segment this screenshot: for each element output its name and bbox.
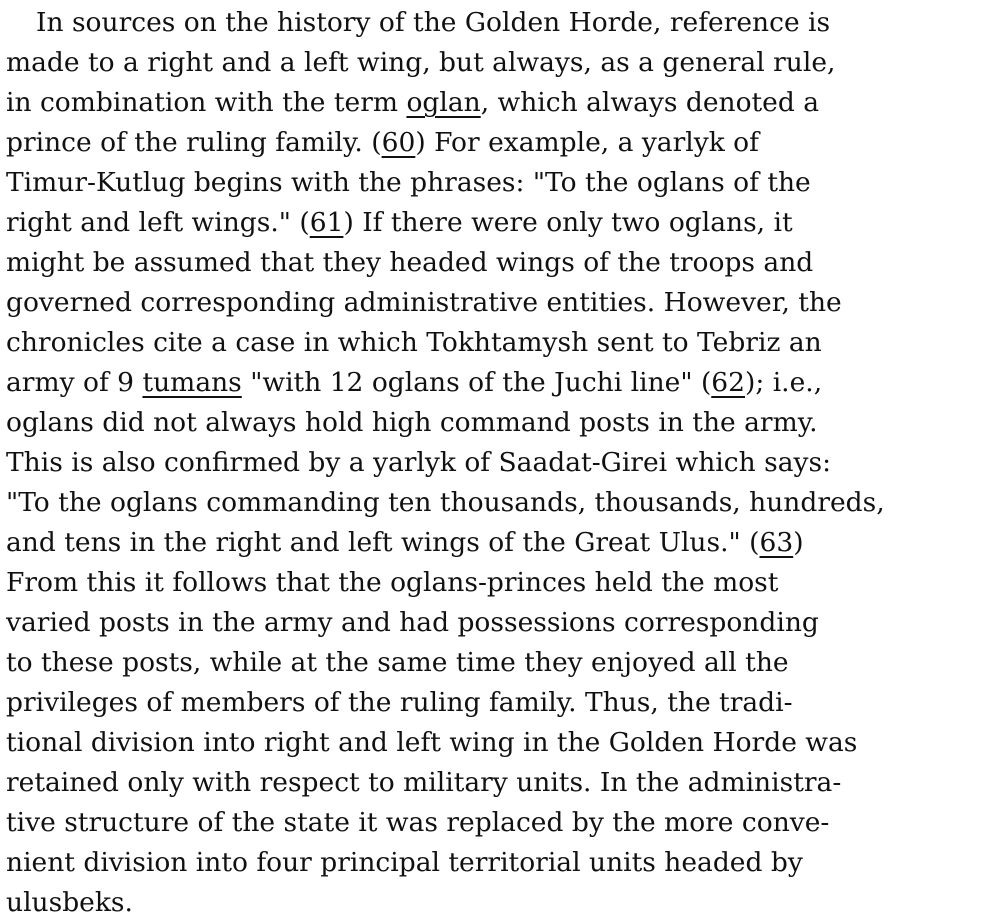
underlined-term: 61: [309, 207, 344, 238]
text-line: "To the oglans commanding ten thousands, thousands, hundreds,: [6, 487, 885, 518]
text-line: privileges of members of the ruling family. Thus, the tradi-: [6, 687, 793, 718]
text-line: Timur-Kutlug begins with the phrases: "To the oglans of the: [6, 167, 811, 198]
text-line: right and left wings." (61) If there were only two oglans, it: [6, 207, 793, 238]
text-line: tive structure of the state it was replaced by the more conve-: [6, 807, 830, 838]
underlined-term: 62: [711, 367, 746, 398]
underlined-term: tumans: [142, 367, 242, 398]
text-line: prince of the ruling family. (60) For example, a yarlyk of: [6, 127, 759, 158]
text-line: retained only with respect to military units. In the administra-: [6, 767, 842, 798]
text-line: This is also confirmed by a yarlyk of Saadat-Girei which says:: [6, 447, 831, 478]
text-line: nient division into four principal territorial units headed by: [6, 847, 803, 878]
text-line: made to a right and a left wing, but always, as a general rule,: [6, 47, 836, 78]
underlined-term: 63: [759, 527, 794, 558]
text-line: In sources on the history of the Golden Horde, reference is: [36, 7, 831, 38]
text-line: might be assumed that they headed wings of the troops and: [6, 247, 814, 278]
underlined-term: 60: [381, 127, 416, 158]
text-line: in combination with the term oglan, which always denoted a: [6, 87, 820, 118]
body-paragraph: [6, 3, 990, 923]
text-line: oglans did not always hold high command posts in the army.: [6, 407, 818, 438]
text-line: varied posts in the army and had possessions corresponding: [6, 607, 819, 638]
text-line: to these posts, while at the same time they enjoyed all the: [6, 647, 789, 678]
text-line: From this it follows that the oglans-princes held the most: [6, 567, 779, 598]
text-line: governed corresponding administrative entities. However, the: [6, 287, 842, 318]
text-line: chronicles cite a case in which Tokhtamysh sent to Tebriz an: [6, 327, 822, 358]
text-line: ulusbeks.: [6, 887, 133, 918]
text-line: tional division into right and left wing in the Golden Horde was: [6, 727, 858, 758]
text-line: army of 9 tumans "with 12 oglans of the Juchi line" (62); i.e.,: [6, 367, 823, 398]
underlined-term: oglan: [406, 87, 481, 118]
text-line: and tens in the right and left wings of the Great Ulus." (63): [6, 527, 804, 558]
